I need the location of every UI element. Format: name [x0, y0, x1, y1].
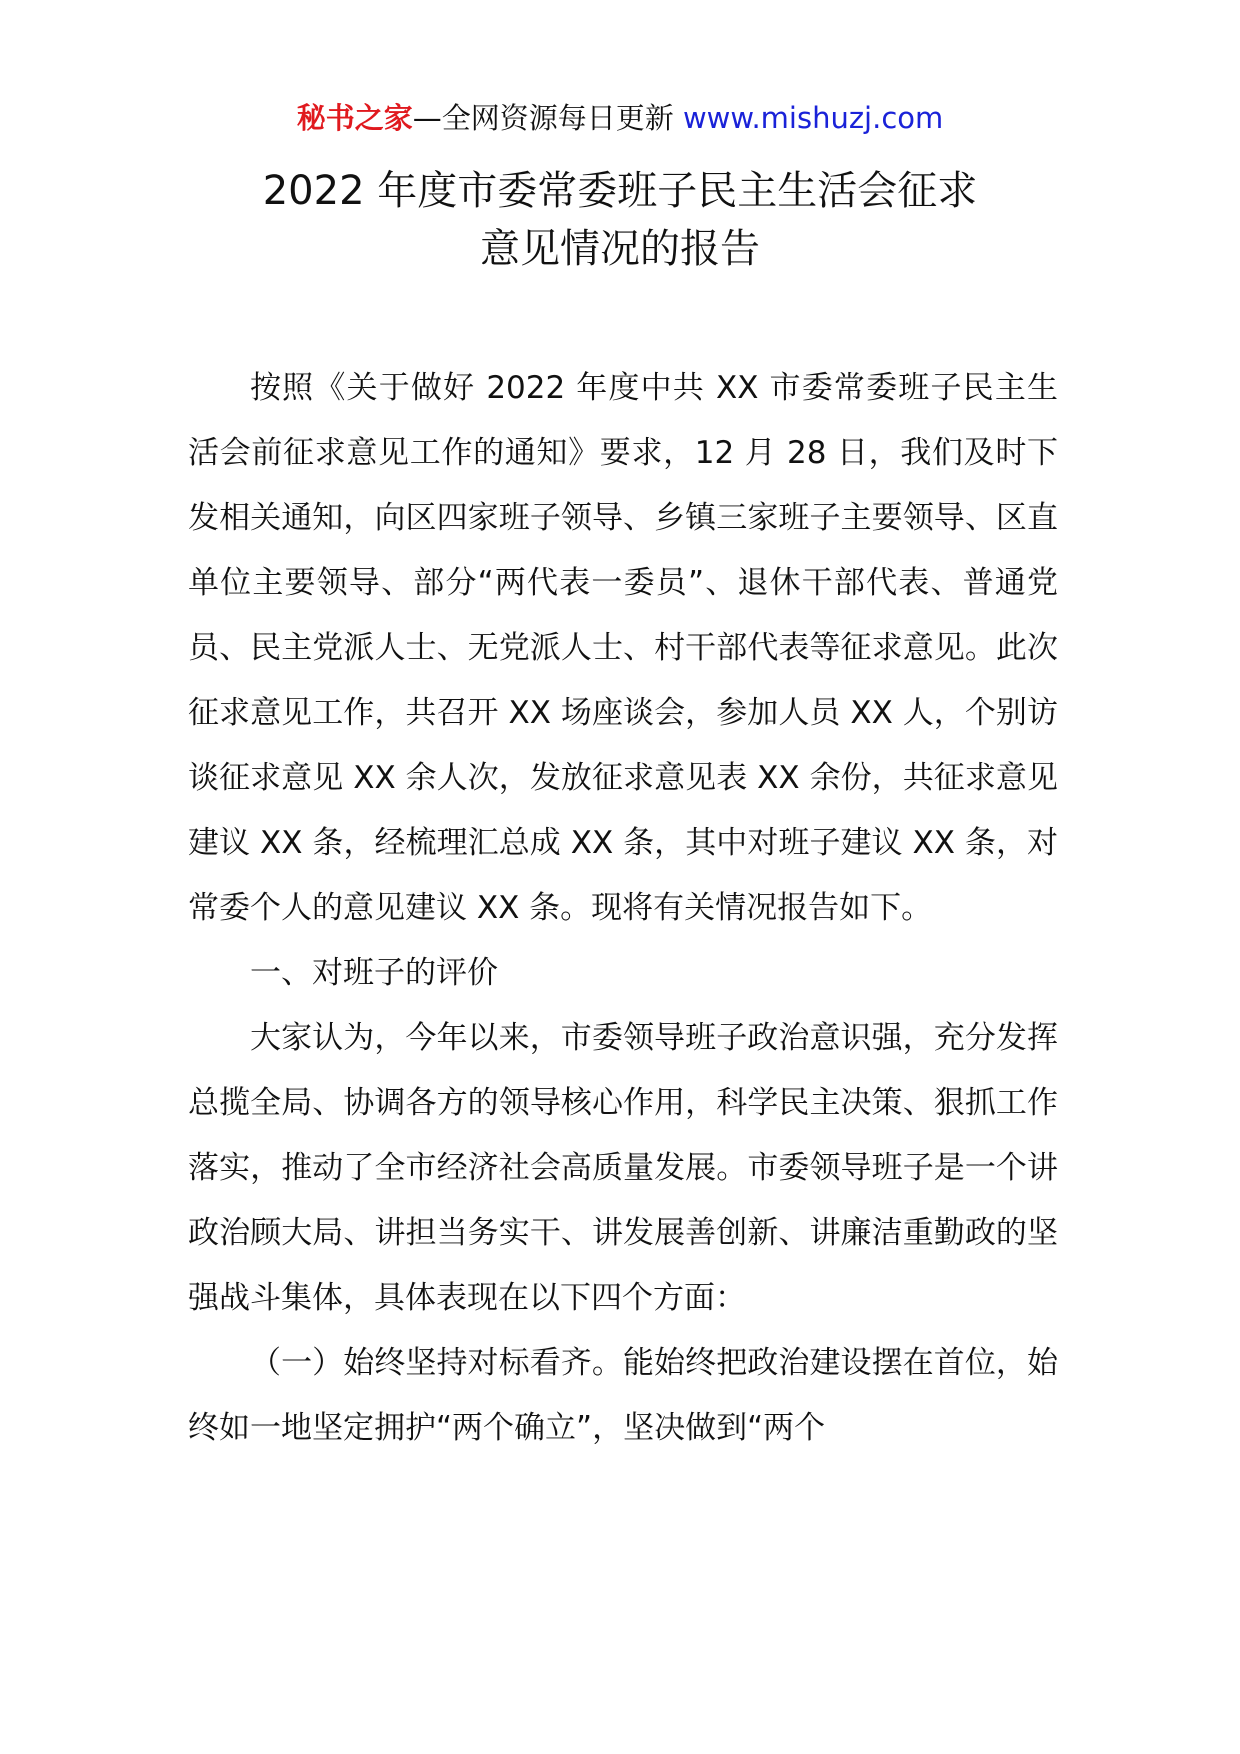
document-body — [188, 356, 1058, 1461]
banner-slogan: —全网资源每日更新 — [412, 101, 683, 135]
paragraph-intro: 按照《关于做好 2022 年度中共 XX 市委常委班子民主生活会前征求意见工作的通知》要求，12 月 28 日，我们及时下发相关通知，向区四家班子领导、乡镇三家班子主要领导、区直单位主要领导、部分“两代表一委员”、退休干部代表、普通党员、民主党派人士、无党派人士、村干部代表等征求意见。此次征求意见工作，共召开 XX 场座谈会，参加人员 XX 人，个别访谈征求意见 XX 余人次，发放征求意见表 XX 余份，共征求意见建议 XX 条，经梳理汇总成 XX 条，其中对班子建议 XX 条，对常委个人的意见建议 XX 条。现将有关情况报告如下。 — [188, 370, 1058, 926]
document-title-line-2: 意见情况的报告 — [480, 226, 760, 272]
brand-name: 秘书之家 — [296, 101, 413, 135]
paragraph-point-1: （一）始终坚持对标看齐。能始终把政治建设摆在首位，始终如一地坚定拥护“两个确立”，坚决做到“两个 — [188, 1345, 1058, 1446]
document-title — [0, 162, 1240, 278]
paragraph-evaluation: 大家认为，今年以来，市委领导班子政治意识强，充分发挥总揽全局、协调各方的领导核心作用，科学民主决策、狠抓工作落实，推动了全市经济社会高质量发展。市委领导班子是一个讲政治顾大局、讲担当务实干、讲发展善创新、讲廉洁重勤政的坚强战斗集体，具体表现在以下四个方面： — [188, 1020, 1058, 1316]
site-banner — [0, 98, 1240, 138]
section-heading-1: 一、对班子的评价 — [250, 955, 498, 991]
site-url-link[interactable]: www.mishuzj.com — [682, 101, 944, 135]
document-title-line-1: 2022 年度市委常委班子民主生活会征求 — [262, 168, 978, 214]
